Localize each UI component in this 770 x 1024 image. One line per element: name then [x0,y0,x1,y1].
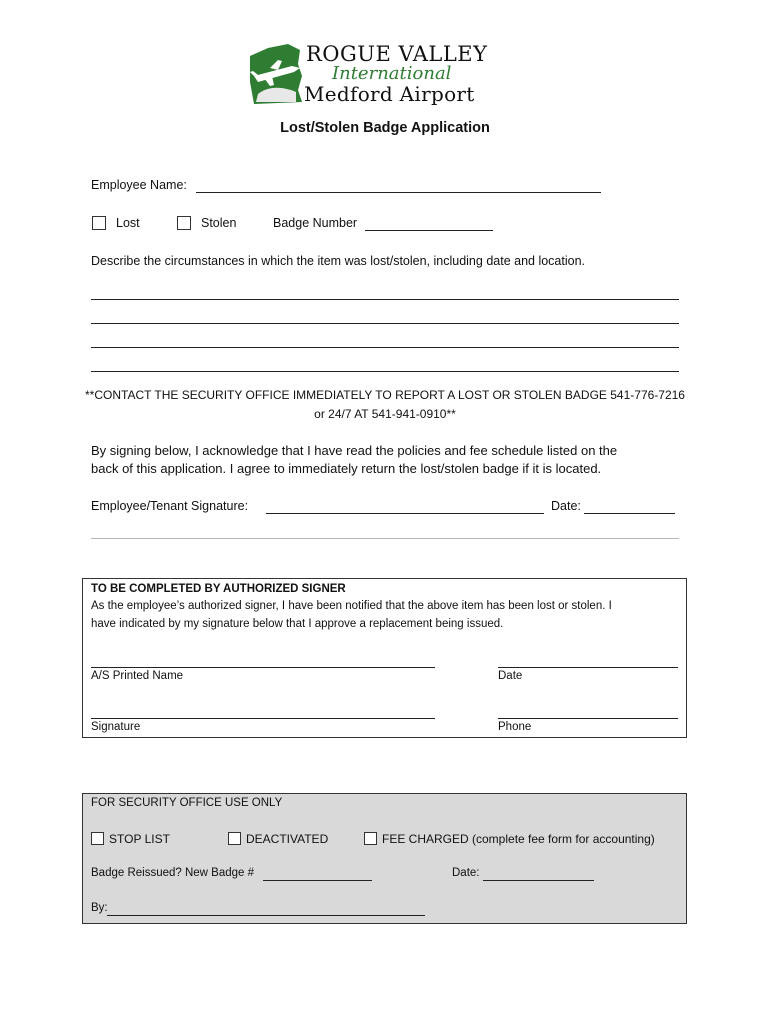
describe-line-4[interactable] [91,371,679,372]
stop-list-label: STOP LIST [109,832,170,846]
logo-line-rogue-valley: ROGUE VALLEY [306,42,488,66]
authorized-signer-heading: TO BE COMPLETED BY AUTHORIZED SIGNER [91,583,346,595]
stolen-label: Stolen [201,216,237,230]
stop-list-checkbox[interactable] [91,832,104,845]
security-date-label: Date: [452,867,480,879]
authorized-date-label: Date [498,670,523,682]
contact-notice-line-1: **CONTACT THE SECURITY OFFICE IMMEDIATELY TO REPORT A LOST OR STOLEN BADGE 541-776-7216 [85,388,685,402]
describe-prompt: Describe the circumstances in which the item was lost/stolen, including date and location. [91,254,586,268]
lost-checkbox[interactable] [92,216,106,230]
section-divider [91,538,679,539]
acknowledge-line-2: back of this application. I agree to immediately return the lost/stolen badge if it is located. [91,461,602,476]
authorized-signer-text-2: have indicated by my signature below that I approve a replacement being issued. [91,618,504,630]
contact-notice-line-2: or 24/7 AT 541-941-0910** [314,407,456,421]
employee-signature-field[interactable] [266,513,544,514]
signature-date-label: Date: [551,499,581,513]
security-office-heading: FOR SECURITY OFFICE USE ONLY [91,797,283,809]
describe-line-2[interactable] [91,323,679,324]
lost-label: Lost [116,216,140,230]
employee-signature-label: Employee/Tenant Signature: [91,499,249,513]
badge-reissued-label: Badge Reissued? New Badge # [91,867,255,879]
badge-number-field[interactable] [365,230,493,231]
stolen-checkbox[interactable] [177,216,191,230]
printed-name-label: A/S Printed Name [91,670,184,682]
authorized-date-field[interactable] [498,667,678,668]
authorized-signature-label: Signature [91,721,141,733]
security-office-section [82,793,687,924]
signature-date-field[interactable] [584,513,675,514]
fee-charged-checkbox[interactable] [364,832,377,845]
page-title: Lost/Stolen Badge Application [280,120,490,136]
badge-number-label: Badge Number [273,216,358,230]
phone-field[interactable] [498,718,678,719]
authorized-signer-text-1: As the employee’s authorized signer, I have been notified that the above item has been lost or stolen. I [91,600,612,612]
employee-name-field[interactable] [196,192,601,193]
deactivated-label: DEACTIVATED [246,832,329,846]
authorized-signature-field[interactable] [91,718,435,719]
phone-label: Phone [498,721,532,733]
issued-by-label: By: [91,902,108,914]
logo-line-international: International [332,63,452,84]
new-badge-number-field[interactable] [263,880,372,881]
deactivated-checkbox[interactable] [228,832,241,845]
logo-line-medford-airport: Medford Airport [304,82,475,106]
printed-name-field[interactable] [91,667,435,668]
employee-name-label: Employee Name: [91,178,187,192]
fee-charged-label: FEE CHARGED (complete fee form for accounting) [382,832,655,846]
describe-line-3[interactable] [91,347,679,348]
issued-by-field[interactable] [107,915,425,916]
security-date-field[interactable] [483,880,594,881]
describe-line-1[interactable] [91,299,679,300]
acknowledge-line-1: By signing below, I acknowledge that I have read the policies and fee schedule listed on the [91,443,618,458]
